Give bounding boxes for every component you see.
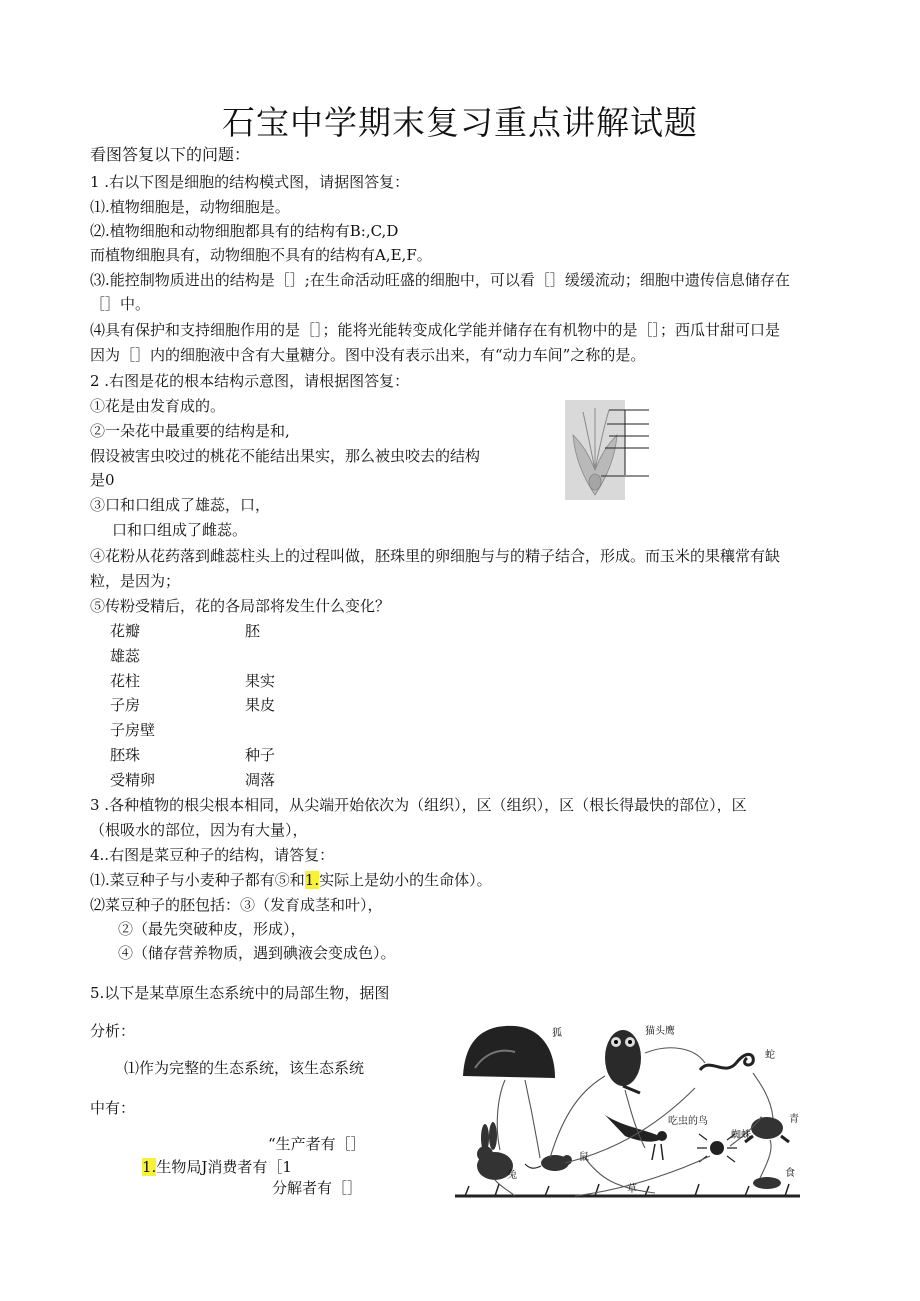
- table-cell-result: 果皮: [245, 696, 276, 714]
- table-cell-part: 子房: [110, 696, 141, 714]
- mouse-label: 鼠: [579, 1152, 589, 1163]
- q4-line-2-part-a: ⑴.菜豆种子与小麦种子都有⑤和: [90, 871, 305, 889]
- q2-line-1: 2 .右图是花的根本结构示意图，请根据图答复：: [90, 372, 410, 390]
- fox-label: 狐: [552, 1028, 562, 1039]
- table-cell-part: 雄蕊: [110, 647, 141, 665]
- snake-label: 蛇: [765, 1050, 775, 1061]
- q1-line-7: ⑷具有保护和支持细胞作用的是［］；能将光能转变成化学能并储存在有机物中的是［］；西瓜甘甜可口是: [90, 321, 781, 339]
- q1-line-5: ⑶.能控制物质进出的结构是［］;在生命活动旺盛的细胞中，可以看［］缓缓流动；细胞中遗传信息储存在: [90, 271, 790, 289]
- table-cell-part: 花柱: [110, 672, 141, 690]
- q2-line-3: ②一朵花中最重要的结构是和,: [90, 422, 290, 440]
- q1-line-2: ⑴.植物细胞是，动物细胞是。: [90, 198, 290, 216]
- q2-line-7: 口和口组成了雌蕊。: [112, 521, 248, 539]
- q4-line-5: ④（储存营养物质，遇到碘液会变成色）。: [118, 944, 396, 962]
- q4-line-4: ②（最先突破种皮，形成），: [118, 920, 306, 938]
- rabbit-label: 兔: [507, 1170, 517, 1181]
- q4-line-1: 4..右图是菜豆种子的结构，请答复：: [90, 846, 335, 864]
- frog-label: 青: [789, 1114, 799, 1125]
- food-web-figure: [455, 1018, 800, 1203]
- table-cell-part: 胚珠: [110, 746, 141, 764]
- table-cell-part: 受精卵: [110, 771, 156, 789]
- q1-line-3: ⑵.植物细胞和动物细胞都具有的结构有B:,C,D: [90, 222, 399, 240]
- table-cell-result: 凋落: [245, 771, 276, 789]
- consumers-text: 生物局J消费者有［1: [156, 1158, 292, 1176]
- flower-structure-figure: [565, 400, 655, 502]
- highlight-mark: 1.: [304, 871, 320, 889]
- table-cell-part: 子房壁: [110, 721, 156, 739]
- q1-line-6: ［］中。: [90, 295, 151, 313]
- q5-line-1: 5.以下是某草原生态系统中的局部生物，据图: [90, 984, 390, 1002]
- q1-line-4: 而植物细胞具有，动物细胞不具有的结构有A,E,F。: [90, 246, 432, 264]
- q5-line-3: ⑴作为完整的生态系统，该生态系统: [124, 1059, 365, 1077]
- q2-line-10: ⑤传粉受精后，花的各局部将发生什么变化？: [90, 597, 391, 615]
- q1-line-1: 1 .右以下图是细胞的结构模式图，请据图答复：: [90, 173, 410, 191]
- q5-line-2: 分析：: [90, 1022, 136, 1040]
- q2-line-4: 假设被害虫咬过的桃花不能结出果实，那么被虫咬去的结构: [90, 447, 481, 465]
- q3-line-2: （根吸水的部位，因为有大量），: [90, 821, 308, 839]
- producers-line: “生产者有［］: [268, 1135, 366, 1153]
- q2-line-6: ③口和口组成了雄蕊，口，: [90, 496, 271, 514]
- q4-line-2: [90, 870, 492, 890]
- table-cell-result: 胚: [245, 622, 261, 640]
- page-title: 石宝中学期末复习重点讲解试题: [222, 103, 698, 142]
- q3-line-1: 3 .各种植物的根尖根本相同，从尖端开始依次为（组织），区（组织），区（根长得最快的部位），区: [90, 796, 747, 814]
- q2-line-8: ④花粉从花药落到雌蕊柱头上的过程叫做，胚珠里的卵细胞与与的精子结合，形成。而玉米的果穰常有缺: [90, 547, 781, 565]
- decomposers-line: 分解者有［］: [272, 1179, 363, 1197]
- q4-line-2-part-b: 实际上是幼小的生命体）。: [319, 871, 492, 889]
- highlight-mark: 1.: [142, 1158, 157, 1176]
- insect-label: 食: [785, 1168, 795, 1179]
- q2-line-5: 是0: [90, 471, 115, 489]
- grass-label: 草: [627, 1184, 637, 1195]
- bird-label: 吃虫的鸟: [668, 1116, 708, 1127]
- q2-line-2: ①花是由发育成的。: [90, 397, 226, 415]
- q4-line-3: ⑵菜豆种子的胚包括：③（发育成茎和叶），: [90, 896, 383, 914]
- q5-line-4: 中有：: [90, 1099, 136, 1117]
- spider-label: 蜘蛛: [731, 1130, 751, 1141]
- table-cell-part: 花瓣: [110, 622, 141, 640]
- intro-text: 看图答复以下的问题：: [90, 145, 251, 164]
- table-cell-result: 种子: [245, 746, 276, 764]
- table-cell-result: 果实: [245, 672, 276, 690]
- q2-line-9: 粒，是因为；: [90, 572, 181, 590]
- q1-line-8: 因为［］内的细胞液中含有大量糖分。图中没有表示出来，有“动力车间”之称的是。: [90, 346, 646, 364]
- consumers-line: [142, 1157, 292, 1177]
- owl-label: 猫头鹰: [645, 1026, 675, 1037]
